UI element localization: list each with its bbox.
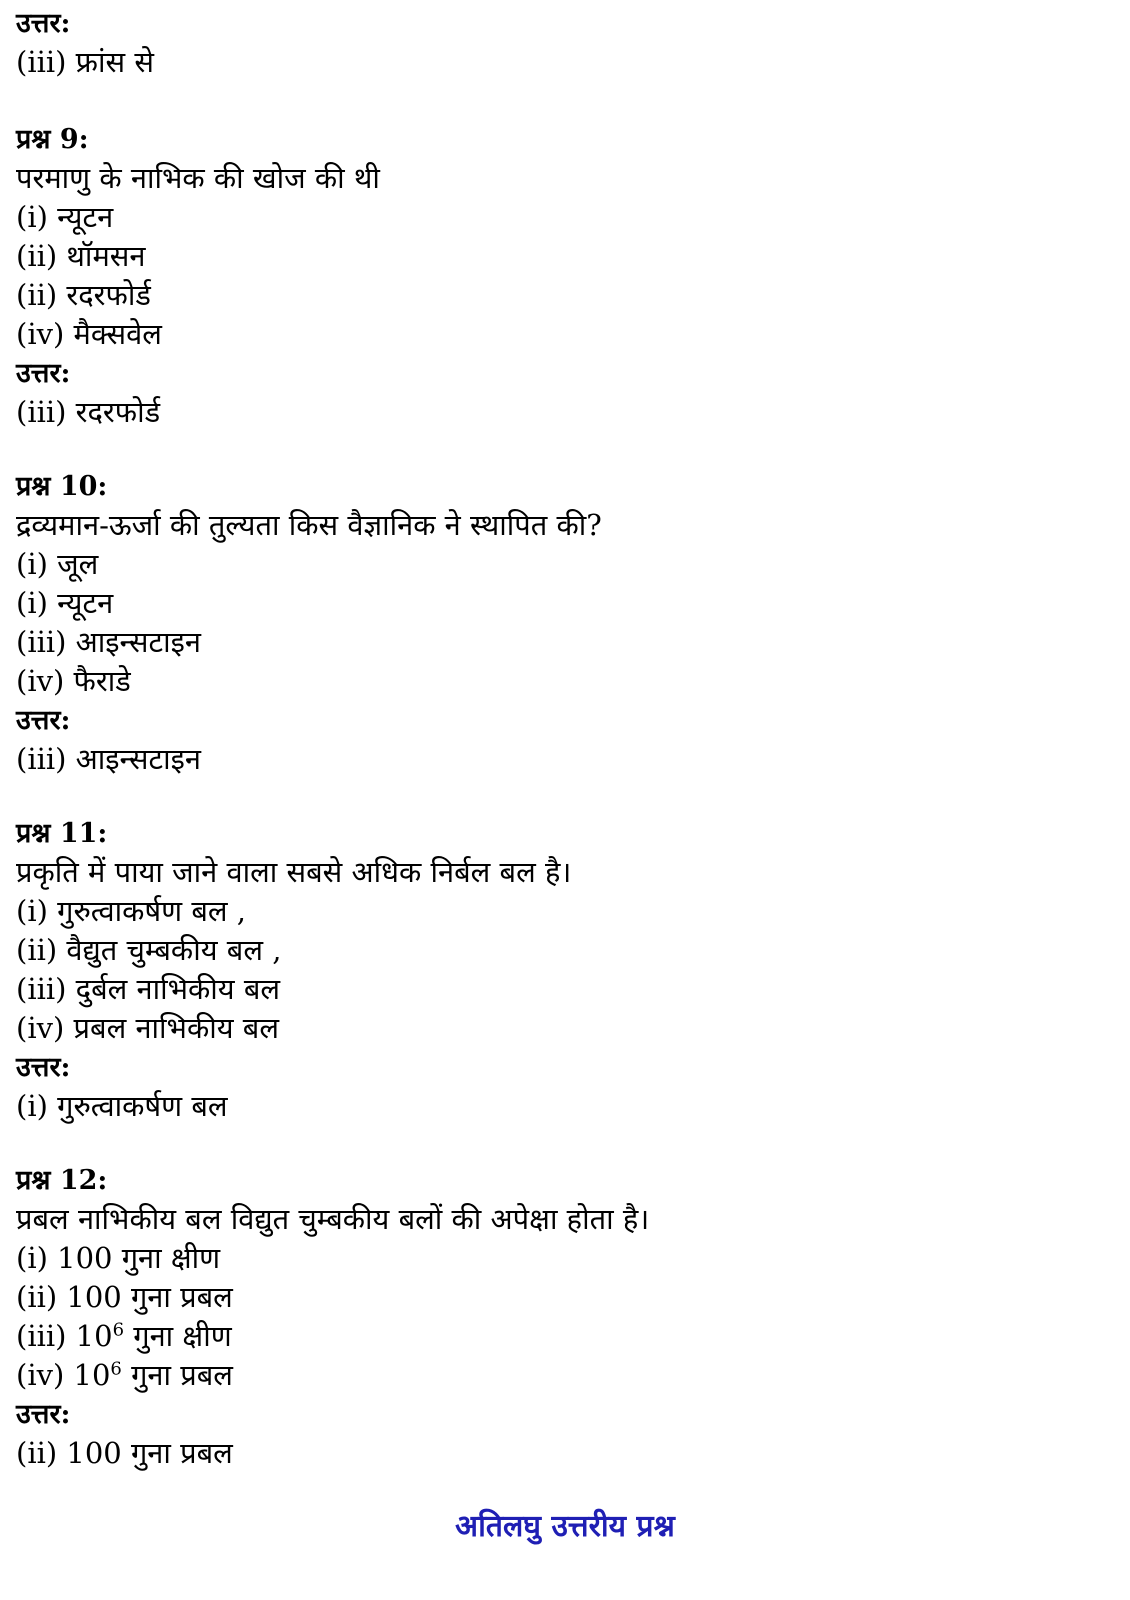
option-item: (ii) वैद्युत चुम्बकीय बल ,	[16, 933, 282, 967]
option-prefix: (iii) 10	[16, 1319, 113, 1353]
question-text: परमाणु के नाभिक की खोज की थी	[16, 161, 380, 195]
answer-text: (iii) फ्रांस से	[16, 45, 154, 79]
question-text: प्रकृति में पाया जाने वाला सबसे अधिक निर्बल बल है।	[16, 855, 572, 889]
question-label: प्रश्न 10:	[16, 471, 108, 502]
question-label: प्रश्न 12:	[16, 1165, 108, 1196]
answer-text: (i) गुरुत्वाकर्षण बल	[16, 1089, 228, 1123]
answer-label: उत्तर:	[16, 358, 71, 389]
answer-label: उत्तर:	[16, 8, 71, 39]
answer-text: (iii) आइन्सटाइन	[16, 742, 201, 776]
answer-label: उत्तर:	[16, 705, 71, 736]
option-item: (i) 100 गुना क्षीण	[16, 1241, 221, 1275]
option-item: (iii) आइन्सटाइन	[16, 625, 201, 659]
question-block-12	[16, 1161, 1116, 1473]
document-page	[16, 4, 1116, 1473]
option-item: (iv) फैराडे	[16, 664, 131, 698]
question-block-11	[16, 814, 1116, 1126]
option-item: (i) गुरुत्वाकर्षण बल ,	[16, 894, 246, 928]
question-text: द्रव्यमान-ऊर्जा की तुल्यता किस वैज्ञानिक ने स्थापित की?	[16, 508, 602, 542]
option-suffix: गुना क्षीण	[124, 1319, 232, 1353]
option-suffix: गुना प्रबल	[121, 1358, 233, 1392]
option-item: (i) न्यूटन	[16, 200, 114, 234]
option-prefix: (iv) 10	[16, 1358, 111, 1392]
question-block-9	[16, 120, 1116, 432]
option-item: (i) न्यूटन	[16, 586, 114, 620]
question-label: प्रश्न 11:	[16, 818, 108, 849]
answer-text: (ii) 100 गुना प्रबल	[16, 1436, 233, 1470]
option-exponent: 6	[112, 1319, 125, 1341]
option-item: (iv) प्रबल नाभिकीय बल	[16, 1011, 279, 1045]
answer-text: (iii) रदरफोर्ड	[16, 395, 161, 429]
option-item: (iii) दुर्बल नाभिकीय बल	[16, 972, 281, 1006]
question-text: प्रबल नाभिकीय बल विद्युत चुम्बकीय बलों की अपेक्षा होता है।	[16, 1202, 650, 1236]
option-item: (iv) मैक्सवेल	[16, 317, 162, 351]
option-item	[16, 1356, 1116, 1395]
answer-label: उत्तर:	[16, 1052, 71, 1083]
question-label: प्रश्न 9:	[16, 124, 89, 155]
option-item: (ii) थॉमसन	[16, 239, 146, 273]
option-item: (ii) रदरफोर्ड	[16, 278, 151, 312]
answer-label: उत्तर:	[16, 1399, 71, 1430]
question-block-10	[16, 467, 1116, 779]
section-heading: अतिलघु उत्तरीय प्रश्न	[455, 1509, 675, 1544]
option-item	[16, 1317, 1116, 1356]
option-exponent: 6	[110, 1358, 122, 1380]
option-item: (ii) 100 गुना प्रबल	[16, 1280, 233, 1314]
option-item: (i) जूल	[16, 547, 99, 581]
